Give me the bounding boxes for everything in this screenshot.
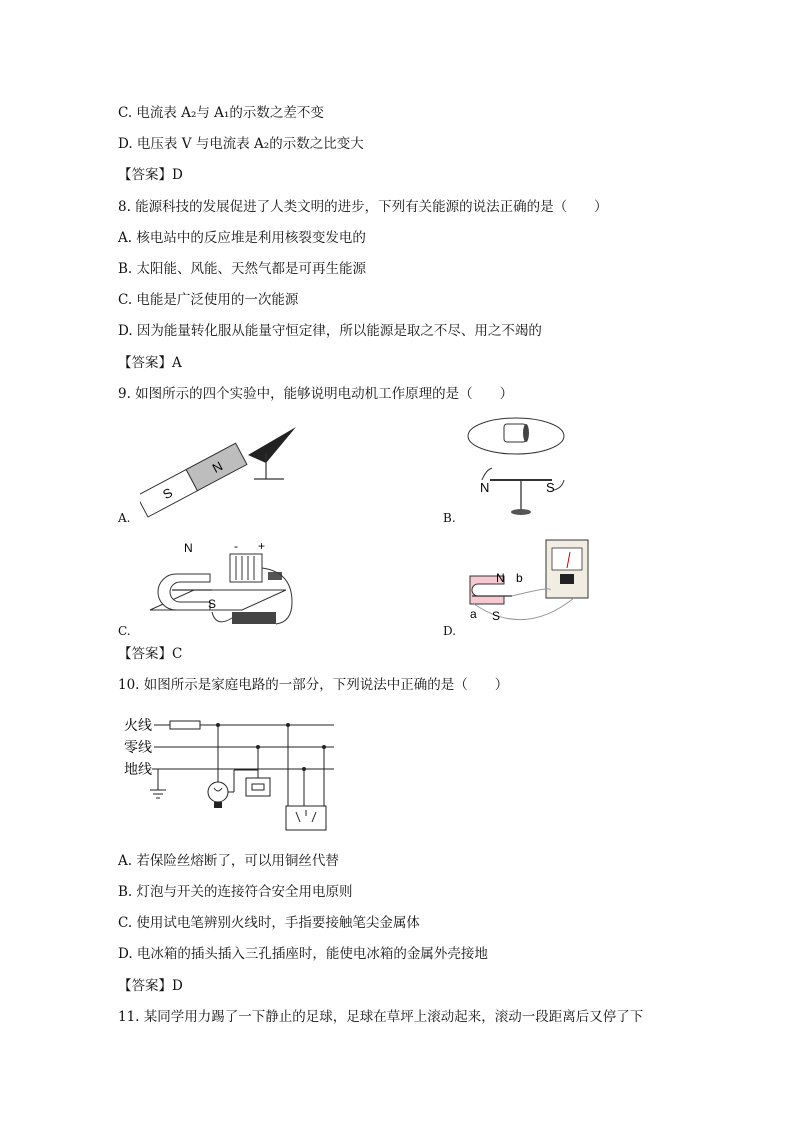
q10-answer: 【答案】D (118, 978, 183, 994)
figure-household-circuit (118, 708, 358, 838)
figure-b-oersted-experiment (462, 412, 582, 524)
fig-d-label: D. (443, 624, 457, 638)
q7-option-c: C. 电流表 A₂与 A₁的示数之差不变 (118, 105, 324, 121)
q8-option-c: C. 电能是广泛使用的一次能源 (118, 292, 299, 308)
figure-d-electromagnetic-induction (464, 538, 594, 630)
fig-d-n-label: N (496, 571, 505, 585)
q9-answer: 【答案】C (118, 646, 183, 662)
fig-c-minus-label: - (234, 539, 238, 553)
q7-option-d: D. 电压表 V 与电流表 A₂的示数之比变大 (118, 136, 364, 152)
q10-stem: 10. 如图所示是家庭电路的一部分，下列说法中正确的是（ ） (118, 677, 509, 693)
fig-d-a-label: a (470, 607, 477, 621)
fig-a-s-label: S (160, 484, 175, 503)
q11-stem: 11. 某同学用力踢了一下静止的足球，足球在草坪上滚动起来，滚动一段距离后又停了下 (118, 1009, 644, 1025)
q10-option-b: B. 灯泡与开关的连接符合安全用电原则 (118, 884, 353, 900)
fig-b-label: B. (443, 511, 456, 525)
fig-c-s-label: S (208, 597, 217, 611)
fig-c-plus-label: + (258, 539, 266, 553)
figure-a-bar-magnet (140, 415, 310, 525)
q8-option-a: A. 核电站中的反应堆是利用核裂变发电的 (118, 230, 366, 246)
q8-answer: 【答案】A (118, 355, 182, 371)
q10-option-c: C. 使用试电笔辨别火线时，手指要接触笔尖金属体 (118, 915, 420, 931)
q8-stem: 8. 能源科技的发展促进了人类文明的进步，下列有关能源的说法正确的是（ ） (118, 199, 608, 215)
wire-neutral-label: 零线 (124, 739, 152, 755)
fig-b-s-label: S (546, 480, 555, 495)
wire-live-label: 火线 (124, 717, 152, 733)
figure-c-motor-principle (146, 538, 306, 630)
fig-c-n-label: N (184, 541, 193, 555)
fig-d-b-label: b (516, 571, 523, 585)
fig-a-label: A. (118, 511, 131, 525)
fig-b-n-label: N (480, 480, 490, 495)
q10-option-a: A. 若保险丝熔断了，可以用铜丝代替 (118, 853, 339, 869)
q10-option-d: D. 电冰箱的插头插入三孔插座时，能使电冰箱的金属外壳接地 (118, 946, 488, 962)
wire-ground-label: 地线 (124, 761, 152, 777)
q8-option-b: B. 太阳能、风能、天然气都是可再生能源 (118, 261, 367, 277)
fig-c-label: C. (118, 624, 131, 638)
q9-stem: 9. 如图所示的四个实验中，能够说明电动机工作原理的是（ ） (118, 386, 514, 402)
fig-d-s-label: S (492, 609, 501, 623)
q8-option-d: D. 因为能量转化服从能量守恒定律，所以能源是取之不尽、用之不竭的 (118, 323, 542, 339)
q7-answer: 【答案】D (118, 167, 183, 183)
fig-a-n-label: N (209, 458, 226, 476)
